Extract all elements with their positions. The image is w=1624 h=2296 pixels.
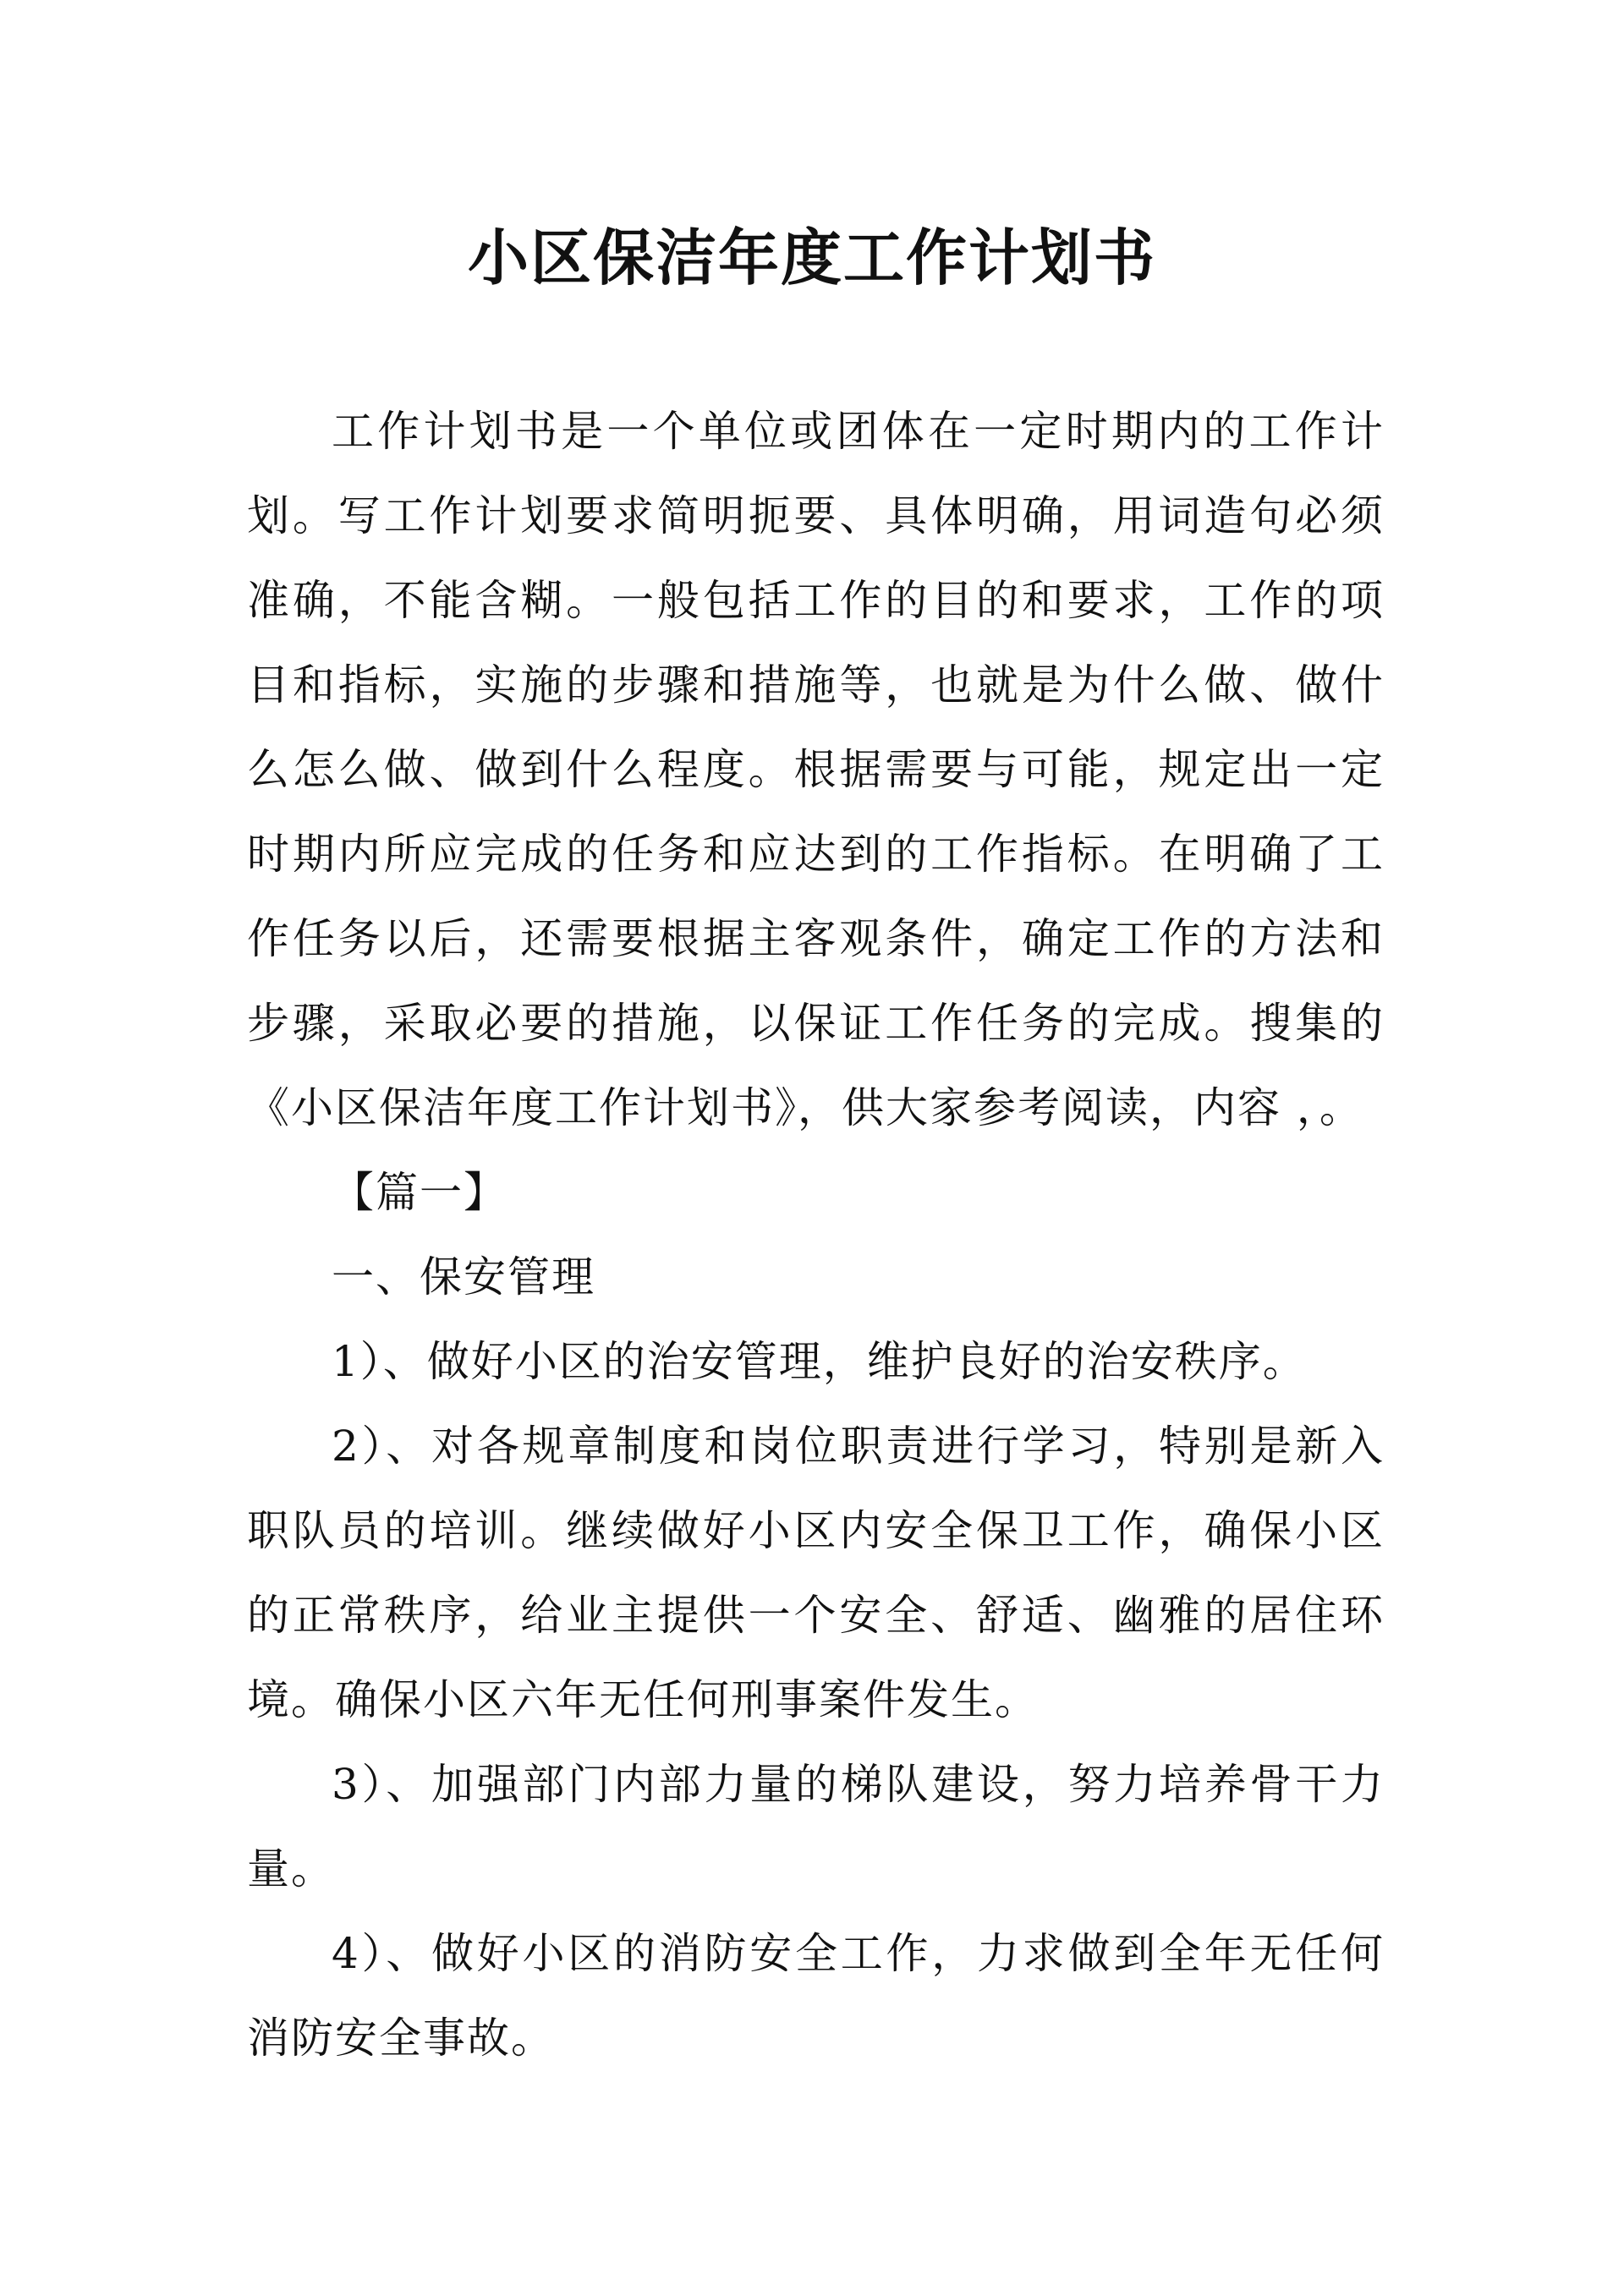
document-title: 小区保洁年度工作计划书 [467, 222, 1156, 293]
list-item: 3）、加强部门内部力量的梯队建设，努力培养骨干力量。 [247, 1760, 1385, 1893]
document-body [247, 389, 1385, 2080]
list-item: 2）、对各规章制度和岗位职责进行学习，特别是新入职队员的培训。继续做好小区内安全保卫工作，确保小区的正常秩序，给业主提供一个安全、舒适、幽雅的居住环境。确保小区六年无任何刑事案件发生。 [247, 1422, 1385, 1724]
section-heading: 一、保安管理 [332, 1252, 595, 1301]
list-item: 1）、做好小区的治安管理，维护良好的治安秩序。 [332, 1337, 1307, 1386]
section-label: 【篇一】 [332, 1168, 508, 1217]
list-item: 4）、做好小区的消防安全工作，力求做到全年无任何消防安全事故。 [247, 1929, 1385, 2063]
intro-paragraph: 工作计划书是一个单位或团体在一定时期内的工作计划。写工作计划要求简明扼要、具体明确，用词造句必须准确，不能含糊。一般包括工作的目的和要求，工作的项目和指标，实施的步骤和措施等，也就是为什么做、做什么怎么做、做到什么程度。根据需要与可能，规定出一定时期内所应完成的任务和应达到的工作指标。在明确了工作任务以后，还需要根据主客观条件，确定工作的方法和步骤，采取必要的措施，以保证工作任务的完成。搜集的《小区保洁年度工作计划书》，供大家参考阅读，内容 ，。 [247, 407, 1385, 1132]
